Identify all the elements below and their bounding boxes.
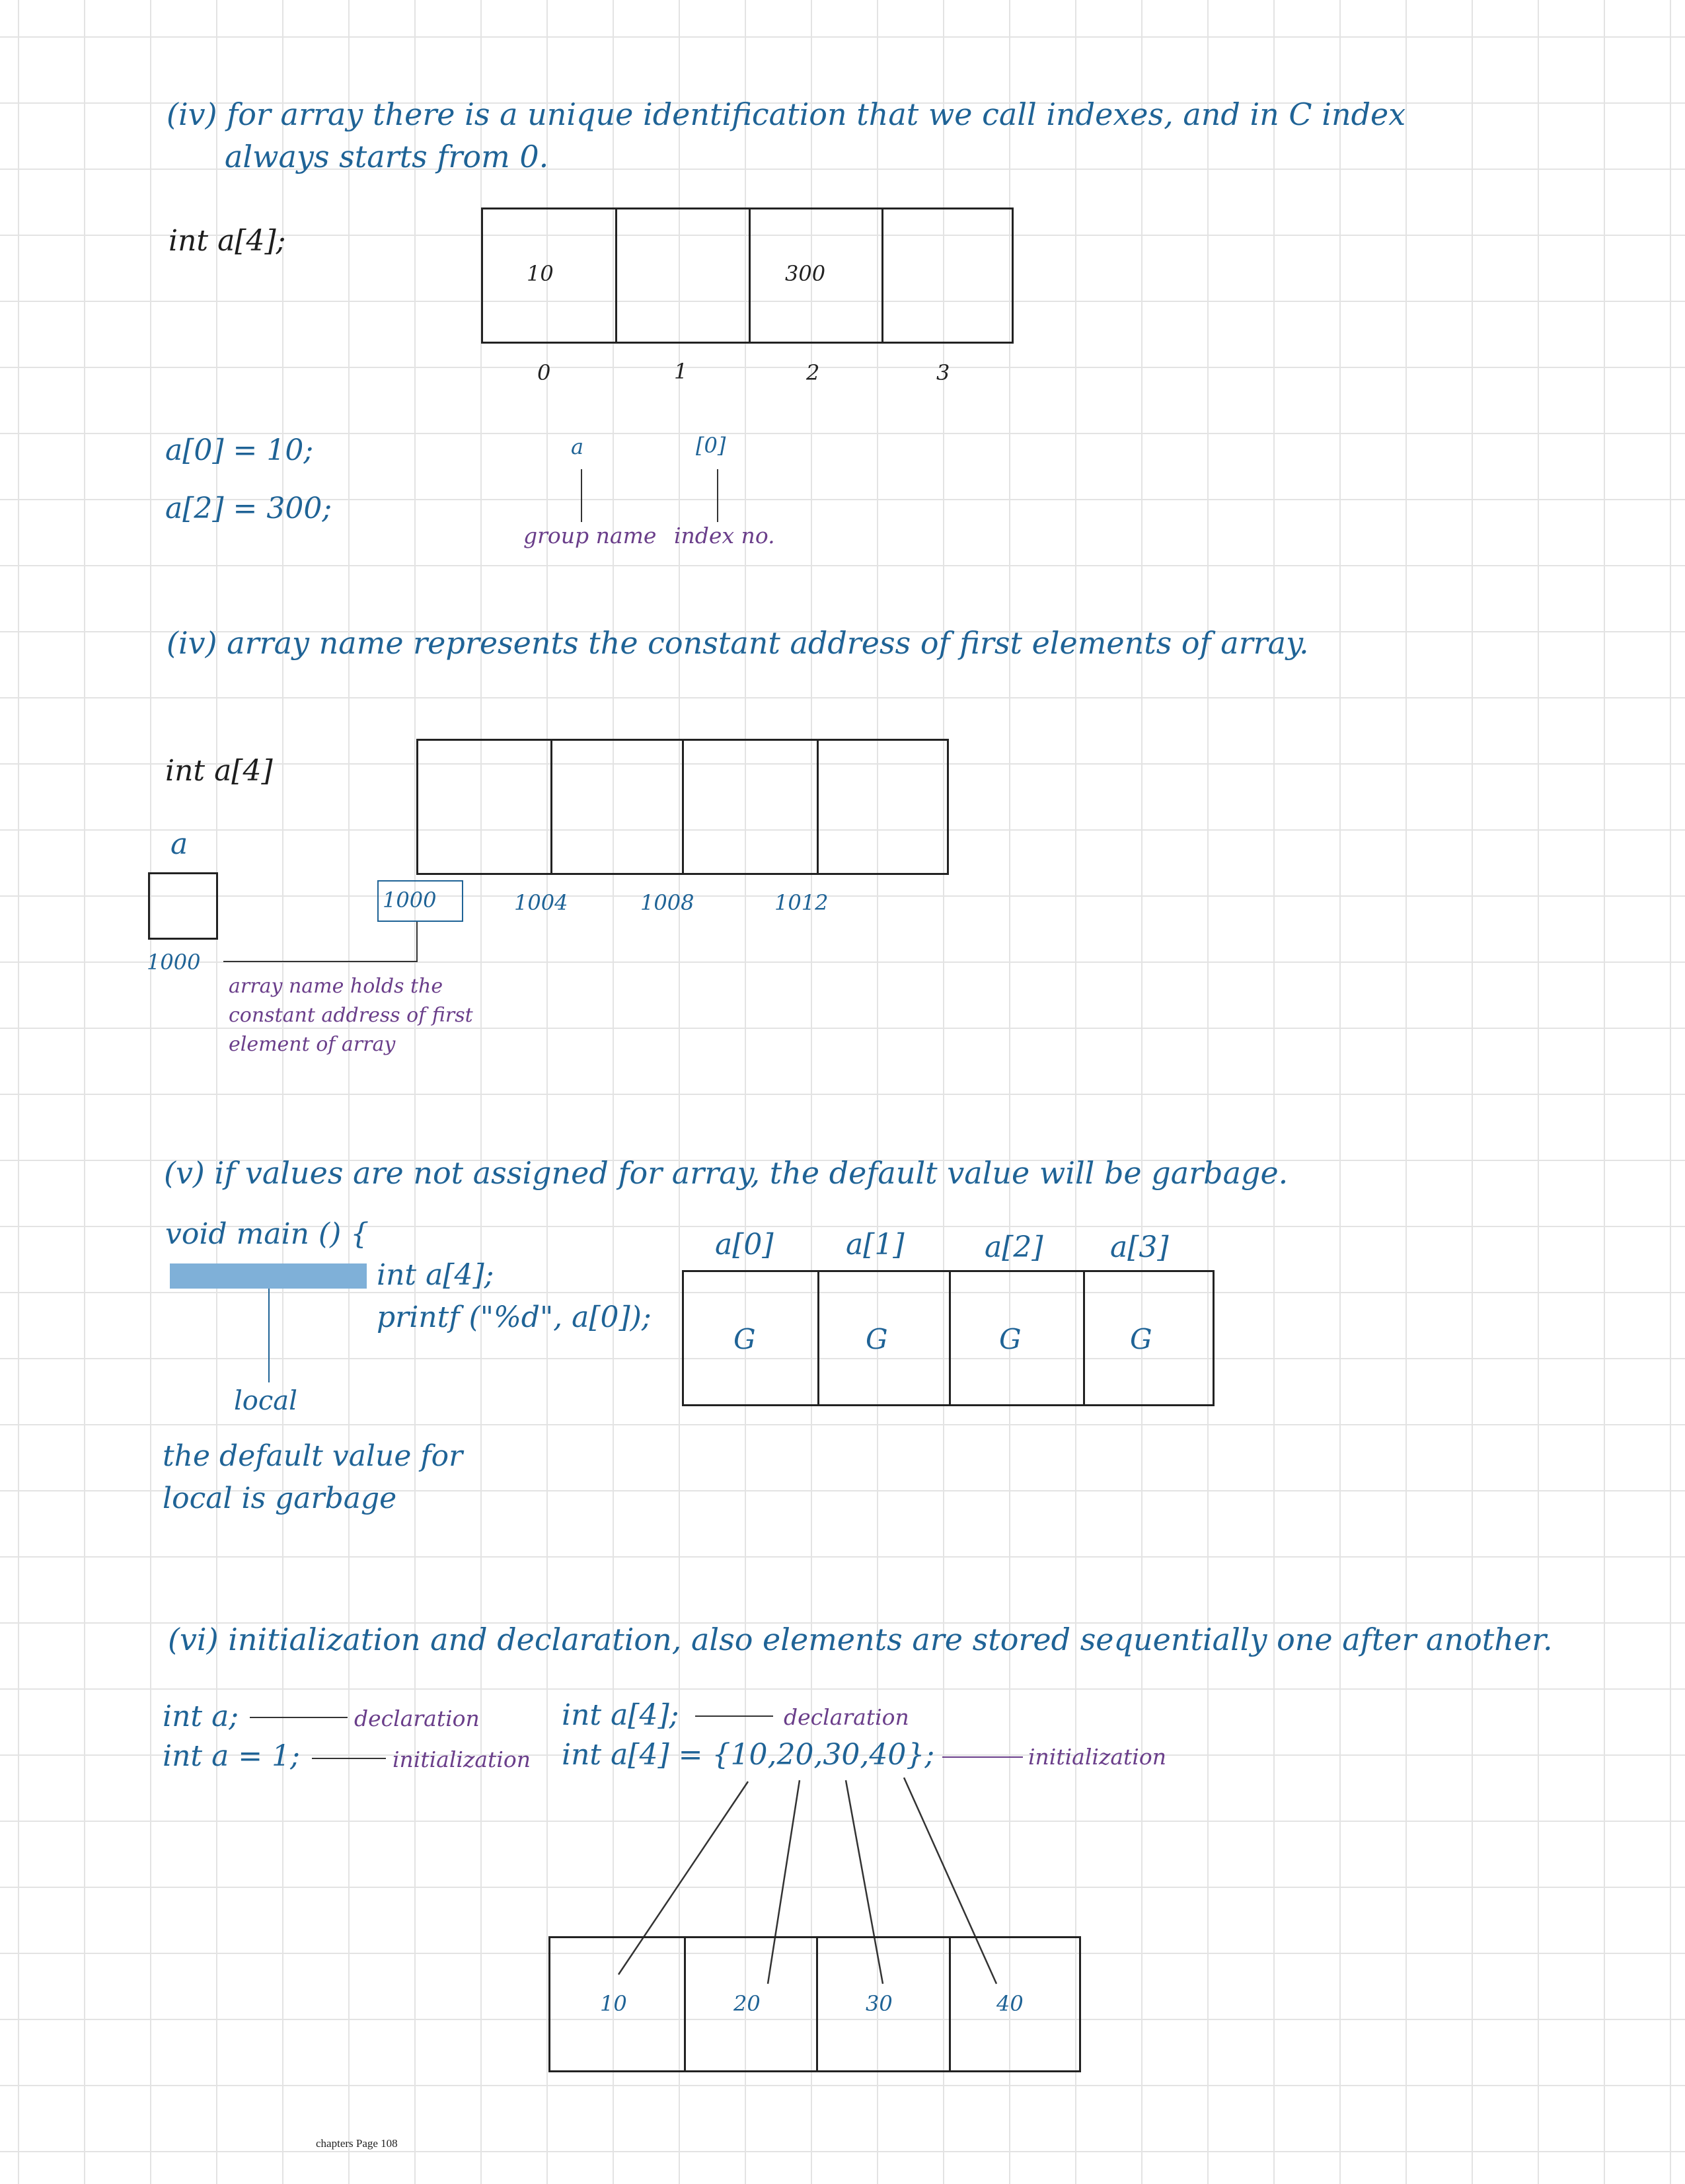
sec1-heading-line1: (iv) for array there is a unique identification that we call indexes, and in C index <box>167 96 1406 132</box>
sec2-heading: (iv) array name represents the constant address of first elements of array. <box>167 625 1309 661</box>
sec4-right-2-label: initialization <box>1028 1744 1166 1770</box>
sec1-index-1: 1 <box>674 359 688 384</box>
sec3-label-1: a[1] <box>846 1228 905 1261</box>
sec4-cell-3: 40 <box>996 1991 1024 2016</box>
sec4-right-1-label: declaration <box>784 1704 909 1730</box>
sec1-declaration: int a[4]; <box>168 224 286 258</box>
sec4-cell-0: 10 <box>600 1991 627 2016</box>
sec3-cell-2: G <box>999 1323 1022 1355</box>
sec4-heading: (vi) initialization and declaration, also elements are stored sequentially one after another. <box>168 1622 1553 1657</box>
sec3-heading: (v) if values are not assigned for array, the default value will be garbage. <box>164 1155 1289 1191</box>
sec1-index-0: 0 <box>537 360 551 385</box>
label-group-name: group name <box>523 523 657 548</box>
cell-divider <box>949 1938 951 2070</box>
sec3-code-1: void main () { <box>165 1217 369 1251</box>
sec3-code-3: printf ("%d", a[0]); <box>377 1300 652 1334</box>
sec3-note-1: the default value for <box>163 1439 463 1473</box>
label-index-no: index no. <box>674 523 775 548</box>
sec3-code-2: int a[4]; <box>377 1258 494 1292</box>
cell-divider <box>816 1938 818 2070</box>
page-footer: chapters Page 108 <box>316 2137 398 2150</box>
sec1-cell-2: 300 <box>785 261 826 286</box>
sec3-cell-0: G <box>733 1323 756 1355</box>
sec4-left-1-label: declaration <box>354 1706 480 1731</box>
sec4-right-1: int a[4]; <box>562 1698 679 1732</box>
sec4-cell-1: 20 <box>733 1991 761 2016</box>
sec2-note-2: constant address of first <box>229 1004 473 1027</box>
sec3-local: local <box>234 1386 297 1416</box>
sec4-left-2-label: initialization <box>393 1747 531 1772</box>
sec3-cell-3: G <box>1130 1323 1152 1355</box>
sec1-assign-1: a[0] = 10; <box>165 433 314 467</box>
sec3-cell-1: G <box>866 1323 888 1355</box>
sec3-label-0: a[0] <box>715 1228 774 1261</box>
sec1-part-a: a <box>571 434 584 459</box>
cell-divider <box>684 1938 686 2070</box>
sec2-var-a: a <box>170 827 188 861</box>
sec4-left-2: int a = 1; <box>163 1739 300 1773</box>
sec4-right-2: int a[4] = {10,20,30,40}; <box>562 1738 935 1772</box>
sec3-label-3: a[3] <box>1110 1230 1169 1264</box>
sec3-note-2: local is garbage <box>163 1482 397 1515</box>
sec2-address-1: 1004 <box>514 890 568 915</box>
sec2-note-3: element of array <box>229 1033 396 1056</box>
sec4-left-1: int a; <box>163 1700 239 1733</box>
sec1-heading-line2: always starts from 0. <box>225 139 549 174</box>
sec2-var-value: 1000 <box>147 950 201 975</box>
sec1-cell-0: 10 <box>527 261 554 286</box>
sec1-index-2: 2 <box>806 360 820 385</box>
sec4-cell-2: 30 <box>866 1991 893 2016</box>
sec3-label-2: a[2] <box>985 1230 1043 1264</box>
sec2-address-0: 1000 <box>383 887 437 913</box>
sec1-assign-2: a[2] = 300; <box>165 492 332 525</box>
sec2-address-3: 1012 <box>774 890 829 915</box>
sec1-part-index: [0] <box>696 433 726 458</box>
sec2-declaration: int a[4] <box>165 754 273 788</box>
sec2-note-1: array name holds the <box>229 975 443 998</box>
sec2-address-2: 1008 <box>640 890 694 915</box>
sec1-index-3: 3 <box>936 360 950 385</box>
